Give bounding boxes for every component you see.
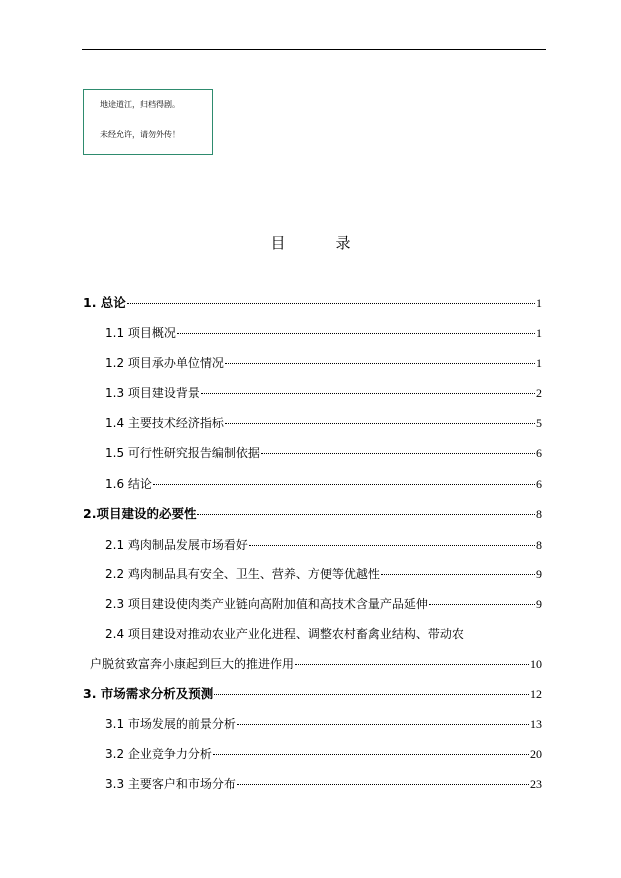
- toc-entry-1[interactable]: [83, 295, 542, 311]
- toc-entry-text: 3.2 企业竞争力分析: [105, 747, 212, 761]
- toc-entry-2-1[interactable]: [105, 537, 542, 553]
- toc-entry-2[interactable]: [83, 506, 542, 522]
- toc-page-number: 6: [536, 446, 542, 460]
- toc-entry-3-1[interactable]: [105, 716, 542, 732]
- toc-entry-text: 1.2 项目承办单位情况: [105, 356, 224, 370]
- notice-box: [83, 89, 213, 155]
- toc-entry-2-4-line-1[interactable]: 2.4 项目建设对推动农业产业化进程、调整农村畜禽业结构、带动农: [105, 627, 464, 641]
- toc-entry-3-2[interactable]: [105, 746, 542, 762]
- toc-title-char-1: 目: [270, 234, 286, 252]
- toc-page-number: 8: [536, 538, 542, 552]
- toc-page-number: 1: [536, 296, 542, 310]
- toc-entry-2-4[interactable]: [90, 656, 542, 672]
- toc-entry-text: 2.3 项目建设使肉类产业链向高附加值和高技术含量产品延伸: [105, 597, 428, 611]
- toc-page-number: 1: [536, 326, 542, 340]
- toc-page-number: 6: [536, 477, 542, 491]
- toc-entry-text: 1.5 可行性研究报告编制依据: [105, 446, 260, 460]
- toc-page-number: 9: [536, 567, 542, 581]
- toc-entry-1-1[interactable]: [105, 325, 542, 341]
- toc-page-number: 2: [536, 386, 542, 400]
- toc-page-number: 1: [536, 356, 542, 370]
- toc-entry-1-4[interactable]: [105, 415, 542, 431]
- toc-page-number: 12: [530, 687, 542, 701]
- toc-entry-1-2[interactable]: [105, 355, 542, 371]
- toc-page-number: 10: [530, 657, 542, 671]
- toc-entry-text: 3. 市场需求分析及预测: [83, 686, 214, 701]
- toc-entry-1-6[interactable]: [105, 476, 542, 492]
- toc-entry-text: 1.1 项目概况: [105, 326, 176, 340]
- toc-entry-text: 2.项目建设的必要性: [83, 506, 197, 521]
- toc-entry-1-3[interactable]: [105, 385, 542, 401]
- toc-entry-2-2[interactable]: [105, 566, 542, 582]
- toc-entry-text: 1. 总论: [83, 295, 126, 310]
- toc-entry-3-3[interactable]: [105, 776, 542, 792]
- toc-entry-text: 1.3 项目建设背景: [105, 386, 200, 400]
- toc-entry-text: 户脱贫致富奔小康起到巨大的推进作用: [90, 657, 295, 671]
- toc-entry-2-3[interactable]: [105, 596, 542, 612]
- toc-page-number: 9: [536, 597, 542, 611]
- toc-entry-text: 2.2 鸡肉制品具有安全、卫生、营养、方便等优越性: [105, 567, 380, 581]
- notice-line-1: 地途道江，归档得剧。: [100, 100, 180, 109]
- toc-page-number: 5: [536, 416, 542, 430]
- notice-line-2: 未经允许，请勿外传！: [100, 130, 180, 139]
- header-rule: [82, 49, 546, 50]
- toc-entry-1-5[interactable]: [105, 445, 542, 461]
- toc-page-number: 23: [530, 777, 542, 791]
- toc-title: [0, 233, 621, 253]
- toc-entry-text: 3.1 市场发展的前景分析: [105, 717, 236, 731]
- toc-entry-text: 3.3 主要客户和市场分布: [105, 777, 236, 791]
- toc-entry-text: 1.4 主要技术经济指标: [105, 416, 224, 430]
- toc-page-number: 8: [536, 507, 542, 521]
- toc-entry-text: 1.6 结论: [105, 477, 152, 491]
- toc-entry-3[interactable]: [83, 686, 542, 702]
- toc-entry-text: 2.1 鸡肉制品发展市场看好: [105, 538, 248, 552]
- toc-page-number: 13: [530, 717, 542, 731]
- toc-page-number: 20: [530, 747, 542, 761]
- toc-title-char-2: 录: [335, 234, 351, 252]
